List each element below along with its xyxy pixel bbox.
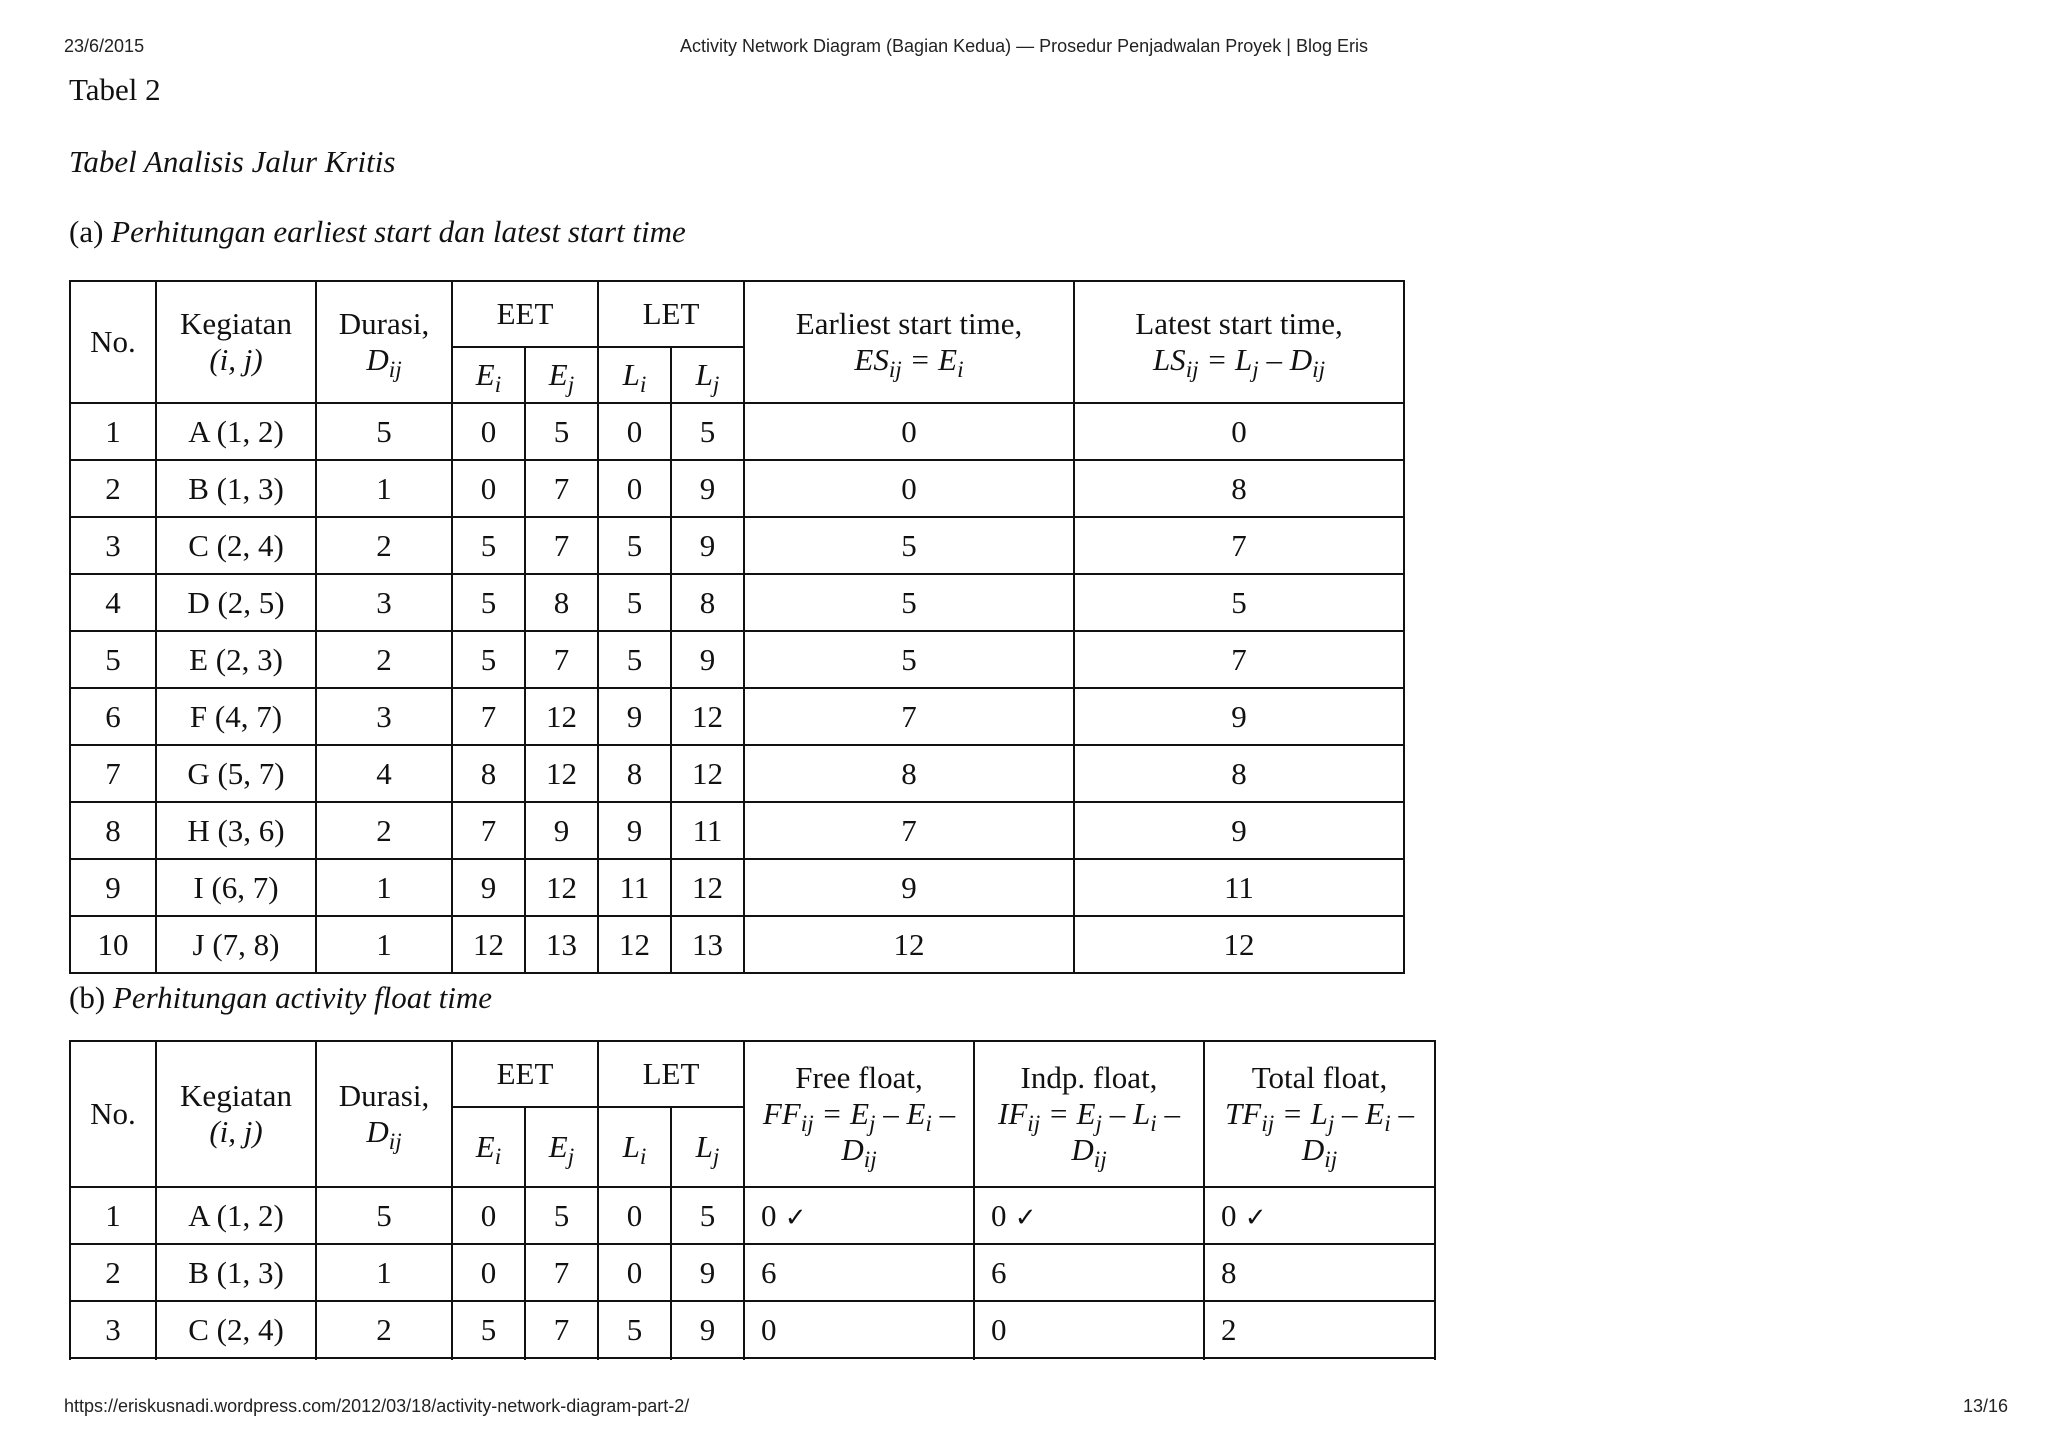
cell-ej: 12 (525, 859, 598, 916)
cell-iff-value: 0 (991, 1197, 1007, 1233)
header-indp-float-formula: $IF_{ij} = E_j - L_i$ – $D_{ij}$ (998, 1096, 1180, 1173)
cell-ls: 0 (1074, 403, 1404, 460)
cell-ej: 7 (525, 1244, 598, 1301)
cell-li: 5 (598, 517, 671, 574)
cell-no: 7 (70, 745, 156, 802)
cell-ls: 11 (1074, 859, 1404, 916)
table-caption: Tabel Analisis Jalur Kritis (69, 144, 396, 179)
header-free-float (744, 1041, 974, 1187)
cell-no: 3 (70, 1301, 156, 1358)
cell-ei: 0 (452, 1187, 525, 1244)
cell-ej: 12 (525, 688, 598, 745)
cell-no: 5 (70, 631, 156, 688)
cell-ej: 7 (525, 1301, 598, 1358)
header-kegiatan-sub: (i, j) (209, 342, 263, 377)
cell-iff-value: 0 (991, 1311, 1007, 1347)
header-durasi-symbol: $D_{ij}$ (366, 1114, 402, 1155)
header-latest-start-label: Latest start time, (1135, 306, 1343, 341)
cell-ej: 7 (525, 517, 598, 574)
cell-no: 9 (70, 859, 156, 916)
print-url: https://eriskusnadi.wordpress.com/2012/03/18/activity-network-diagram-part-2/ (64, 1396, 690, 1416)
cell-li: 0 (598, 1244, 671, 1301)
cell-es: 9 (744, 859, 1074, 916)
cell-ls: 9 (1074, 802, 1404, 859)
header-lj: $L_j$ (671, 1107, 744, 1187)
cell-ei: 5 (452, 1301, 525, 1358)
cell-ff (744, 1187, 974, 1244)
header-earliest-start-formula: $ES_{ij} = E_i$ (854, 342, 964, 383)
table-row (70, 859, 1404, 916)
cell-no: 6 (70, 688, 156, 745)
header-li: $L_i$ (598, 347, 671, 403)
cell-li: 12 (598, 916, 671, 973)
cell-es: 0 (744, 460, 1074, 517)
critical-path-table-a (69, 280, 1405, 974)
cell-no: 1 (70, 1187, 156, 1244)
section-a-prefix: (a) (69, 214, 104, 249)
cell-no: 10 (70, 916, 156, 973)
cell-es: 5 (744, 631, 1074, 688)
cell-ei: 8 (452, 745, 525, 802)
cell-ei: 5 (452, 517, 525, 574)
cell-d: 5 (316, 403, 452, 460)
header-let: LET (598, 1041, 744, 1107)
cell-lj: 8 (671, 574, 744, 631)
cell-tf (1204, 1244, 1435, 1301)
header-earliest-start-label: Earliest start time, (795, 306, 1023, 341)
cell-ej: 12 (525, 745, 598, 802)
cell-ei: 0 (452, 1244, 525, 1301)
section-a-title: Perhitungan earliest start dan latest start time (111, 214, 686, 249)
header-durasi-symbol: $D_{ij}$ (366, 342, 402, 383)
cell-ls: 8 (1074, 460, 1404, 517)
header-ej: $E_j$ (525, 1107, 598, 1187)
cell-lj: 9 (671, 631, 744, 688)
cell-ei: 0 (452, 460, 525, 517)
header-indp-float (974, 1041, 1204, 1187)
cell-d: 1 (316, 1244, 452, 1301)
header-free-float-label: Free float, (795, 1060, 923, 1095)
cell-li: 0 (598, 403, 671, 460)
cell-es: 5 (744, 517, 1074, 574)
header-free-float-formula: $FF_{ij} = E_j - E_i$ – $D_{ij}$ (762, 1096, 956, 1173)
cell-ei: 7 (452, 688, 525, 745)
cell-li: 5 (598, 574, 671, 631)
cell-lj: 9 (671, 460, 744, 517)
cell-li: 8 (598, 745, 671, 802)
cell-ls: 7 (1074, 631, 1404, 688)
cell-li: 0 (598, 460, 671, 517)
cell-d: 2 (316, 631, 452, 688)
header-durasi-label: Durasi, (338, 306, 430, 341)
cell-es: 5 (744, 574, 1074, 631)
table-row (70, 745, 1404, 802)
table-row (70, 802, 1404, 859)
cell-d: 1 (316, 916, 452, 973)
table-label: Tabel 2 (69, 72, 161, 107)
cell-d: 2 (316, 1301, 452, 1358)
cell-ls: 12 (1074, 916, 1404, 973)
table-row (70, 1244, 1435, 1301)
cell-ei: 7 (452, 802, 525, 859)
table-row (70, 574, 1404, 631)
cell-keg: D (2, 5) (156, 574, 316, 631)
cell-iff-value: 6 (991, 1254, 1007, 1290)
table-row (70, 688, 1404, 745)
section-b-title: Perhitungan activity float time (112, 980, 493, 1015)
header-ei: $E_i$ (452, 347, 525, 403)
cell-d: 1 (316, 859, 452, 916)
cell-no: 4 (70, 574, 156, 631)
header-earliest-start (744, 281, 1074, 403)
cell-ls: 8 (1074, 745, 1404, 802)
cell-lj: 9 (671, 1244, 744, 1301)
checkmark-icon (1007, 1198, 1037, 1233)
cell-keg: C (2, 4) (156, 1301, 316, 1358)
cell-ei: 9 (452, 859, 525, 916)
checkmark-icon (1237, 1198, 1267, 1233)
cell-iff (974, 1187, 1204, 1244)
cell-tf-value: 8 (1221, 1254, 1237, 1290)
section-b-prefix: (b) (69, 980, 106, 1015)
cell-ei: 12 (452, 916, 525, 973)
header-let: LET (598, 281, 744, 347)
cell-tf (1204, 1301, 1435, 1358)
table-row (70, 916, 1404, 973)
cell-keg: I (6, 7) (156, 859, 316, 916)
cell-es: 7 (744, 802, 1074, 859)
cell-ej: 13 (525, 916, 598, 973)
cell-ff-value: 0 (761, 1197, 777, 1233)
header-latest-start-formula: $LS_{ij} = L_j - D_{ij}$ (1152, 342, 1326, 383)
table-row (70, 1301, 1435, 1358)
cell-keg: J (7, 8) (156, 916, 316, 973)
header-durasi (316, 1041, 452, 1187)
cell-ej: 9 (525, 802, 598, 859)
cell-es: 12 (744, 916, 1074, 973)
cell-d: 3 (316, 574, 452, 631)
cell-ls: 7 (1074, 517, 1404, 574)
cell-lj: 9 (671, 517, 744, 574)
cell-ff (744, 1301, 974, 1358)
cell-es: 8 (744, 745, 1074, 802)
header-total-float (1204, 1041, 1435, 1187)
cell-lj: 5 (671, 1187, 744, 1244)
cell-lj: 11 (671, 802, 744, 859)
cell-keg: E (2, 3) (156, 631, 316, 688)
cell-keg: A (1, 2) (156, 1187, 316, 1244)
cell-ff (744, 1244, 974, 1301)
cell-li: 5 (598, 1301, 671, 1358)
cell-d: 5 (316, 1187, 452, 1244)
header-no: No. (70, 1041, 156, 1187)
cell-keg: C (2, 4) (156, 517, 316, 574)
cell-keg: A (1, 2) (156, 403, 316, 460)
cell-tf-value: 0 (1221, 1197, 1237, 1233)
cell-lj: 13 (671, 916, 744, 973)
cell-d: 1 (316, 460, 452, 517)
cell-keg: B (1, 3) (156, 1244, 316, 1301)
cell-lj: 12 (671, 688, 744, 745)
cell-ej: 7 (525, 460, 598, 517)
cell-li: 11 (598, 859, 671, 916)
cell-lj: 9 (671, 1301, 744, 1358)
header-durasi-label: Durasi, (338, 1078, 430, 1113)
cell-li: 9 (598, 802, 671, 859)
header-no: No. (70, 281, 156, 403)
header-kegiatan (156, 281, 316, 403)
table-row (70, 631, 1404, 688)
section-b-heading (69, 980, 492, 1016)
cell-d: 2 (316, 517, 452, 574)
cell-ff-value: 0 (761, 1311, 777, 1347)
cell-d: 3 (316, 688, 452, 745)
header-eet: EET (452, 281, 598, 347)
header-durasi (316, 281, 452, 403)
cell-ej: 5 (525, 1187, 598, 1244)
header-eet: EET (452, 1041, 598, 1107)
cell-li: 0 (598, 1187, 671, 1244)
header-kegiatan-label: Kegiatan (180, 306, 292, 341)
cell-ei: 5 (452, 574, 525, 631)
header-kegiatan (156, 1041, 316, 1187)
table-row (70, 1187, 1435, 1244)
cell-tf (1204, 1187, 1435, 1244)
cell-keg: B (1, 3) (156, 460, 316, 517)
table-row (70, 517, 1404, 574)
cell-no: 1 (70, 403, 156, 460)
header-total-float-label: Total float, (1251, 1060, 1388, 1095)
print-page-title: Activity Network Diagram (Bagian Kedua) — Prosedur Penjadwalan Proyek | Blog Eris (680, 36, 1368, 56)
header-indp-float-label: Indp. float, (1020, 1060, 1158, 1095)
section-a-heading (69, 214, 686, 250)
cell-iff (974, 1244, 1204, 1301)
cell-no: 2 (70, 1244, 156, 1301)
cell-no: 2 (70, 460, 156, 517)
header-ei: $E_i$ (452, 1107, 525, 1187)
table-row (70, 403, 1404, 460)
print-date: 23/6/2015 (64, 36, 145, 56)
cell-ls: 9 (1074, 688, 1404, 745)
cell-no: 3 (70, 517, 156, 574)
cell-tf-value: 2 (1221, 1311, 1237, 1347)
cell-ej: 8 (525, 574, 598, 631)
cell-lj: 5 (671, 403, 744, 460)
cell-keg: F (4, 7) (156, 688, 316, 745)
header-total-float-formula: $TF_{ij} = L_j - E_i$ – $D_{ij}$ (1225, 1096, 1414, 1173)
header-kegiatan-sub: (i, j) (209, 1114, 263, 1149)
cell-li: 9 (598, 688, 671, 745)
table-row (70, 460, 1404, 517)
cell-keg: H (3, 6) (156, 802, 316, 859)
cell-ls: 5 (1074, 574, 1404, 631)
cell-es: 0 (744, 403, 1074, 460)
cell-ej: 7 (525, 631, 598, 688)
cell-d: 2 (316, 802, 452, 859)
cell-lj: 12 (671, 745, 744, 802)
cell-ei: 0 (452, 403, 525, 460)
header-ej: $E_j$ (525, 347, 598, 403)
header-kegiatan-label: Kegiatan (180, 1078, 292, 1113)
checkmark-icon (777, 1198, 807, 1233)
header-latest-start (1074, 281, 1404, 403)
cell-li: 5 (598, 631, 671, 688)
header-lj: $L_j$ (671, 347, 744, 403)
cell-es: 7 (744, 688, 1074, 745)
cell-ej: 5 (525, 403, 598, 460)
cell-lj: 12 (671, 859, 744, 916)
cell-iff (974, 1301, 1204, 1358)
cell-keg: G (5, 7) (156, 745, 316, 802)
header-li: $L_i$ (598, 1107, 671, 1187)
cell-ei: 5 (452, 631, 525, 688)
cell-d: 4 (316, 745, 452, 802)
cell-no: 8 (70, 802, 156, 859)
print-page-number: 13/16 (1962, 1396, 2008, 1416)
cell-ff-value: 6 (761, 1254, 777, 1290)
